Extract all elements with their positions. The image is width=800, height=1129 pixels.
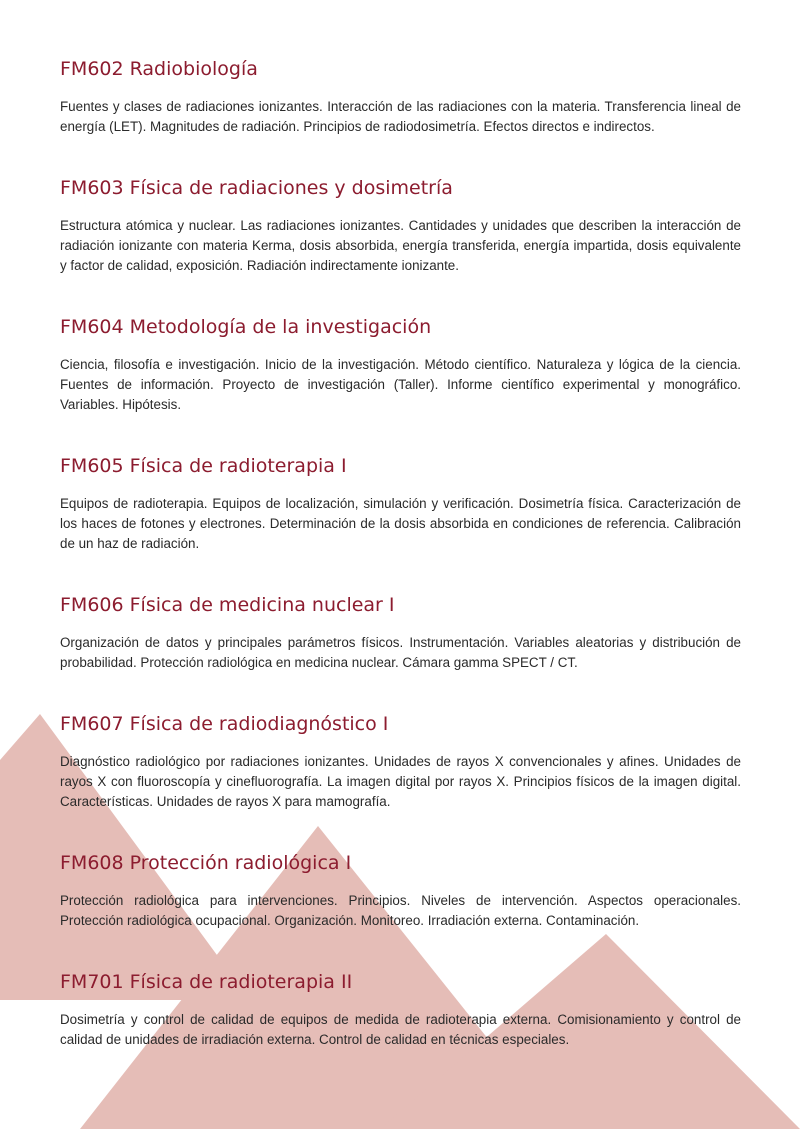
course-description: Equipos de radioterapia. Equipos de localización, simulación y verificación. Dosimetría física. Caracterización de los haces de fotones y electrones. Determinación de la dosis absorbida en condiciones de referencia. Calibración de un haz de radiación. (60, 496, 741, 551)
course-fm701 (60, 970, 741, 1050)
course-fm604 (60, 315, 741, 415)
course-description: Dosimetría y control de calidad de equipos de medida de radioterapia externa. Comisionamiento y control de calidad de unidades de irradiación externa. Control de calidad en técnicas especiales. (60, 1012, 741, 1047)
course-description: Protección radiológica para intervenciones. Principios. Niveles de intervención. Aspectos operacionales. Protección radiológica ocupacional. Organización. Monitoreo. Irradiación externa. Contaminación. (60, 893, 741, 928)
course-description: Fuentes y clases de radiaciones ionizantes. Interacción de las radiaciones con la materia. Transferencia lineal de energía (LET). Magnitudes de radiación. Principios de radiodosimetría. Efectos directos e indirectos. (60, 99, 741, 134)
course-title: FM606 Física de medicina nuclear I (60, 594, 395, 616)
course-title: FM602 Radiobiología (60, 58, 258, 80)
course-description: Organización de datos y principales parámetros físicos. Instrumentación. Variables aleatorias y distribución de probabilidad. Protección radiológica en medicina nuclear. Cámara gamma SPECT / CT. (60, 635, 741, 670)
course-description: Ciencia, filosofía e investigación. Inicio de la investigación. Método científico. Naturaleza y lógica de la ciencia. Fuentes de información. Proyecto de investigación (Taller). Informe científico experimental y monográfico. Variables. Hipótesis. (60, 357, 741, 412)
course-description: Estructura atómica y nuclear. Las radiaciones ionizantes. Cantidades y unidades que describen la interacción de radiación ionizante con materia Kerma, dosis absorbida, energía transferida, energía impartida, dosis equivalente y factor de calidad, exposición. Radiación indirectamente ionizante. (60, 218, 741, 273)
course-fm603 (60, 176, 741, 276)
course-title: FM603 Física de radiaciones y dosimetría (60, 177, 453, 199)
course-fm602 (60, 57, 741, 137)
course-title: FM604 Metodología de la investigación (60, 316, 432, 338)
course-title: FM605 Física de radioterapia I (60, 455, 347, 477)
course-title: FM608 Protección radiológica I (60, 852, 352, 874)
course-title: FM701 Física de radioterapia II (60, 971, 353, 993)
course-fm608 (60, 851, 741, 931)
course-title: FM607 Física de radiodiagnóstico I (60, 713, 389, 735)
course-fm605 (60, 454, 741, 554)
course-fm607 (60, 712, 741, 812)
course-fm606 (60, 593, 741, 673)
course-description: Diagnóstico radiológico por radiaciones ionizantes. Unidades de rayos X convencionales y afines. Unidades de rayos X con fluoroscopía y cinefluorografía. La imagen digital por rayos X. Principios físicos de la imagen digital. Características. Unidades de rayos X para mamografía. (60, 754, 741, 809)
